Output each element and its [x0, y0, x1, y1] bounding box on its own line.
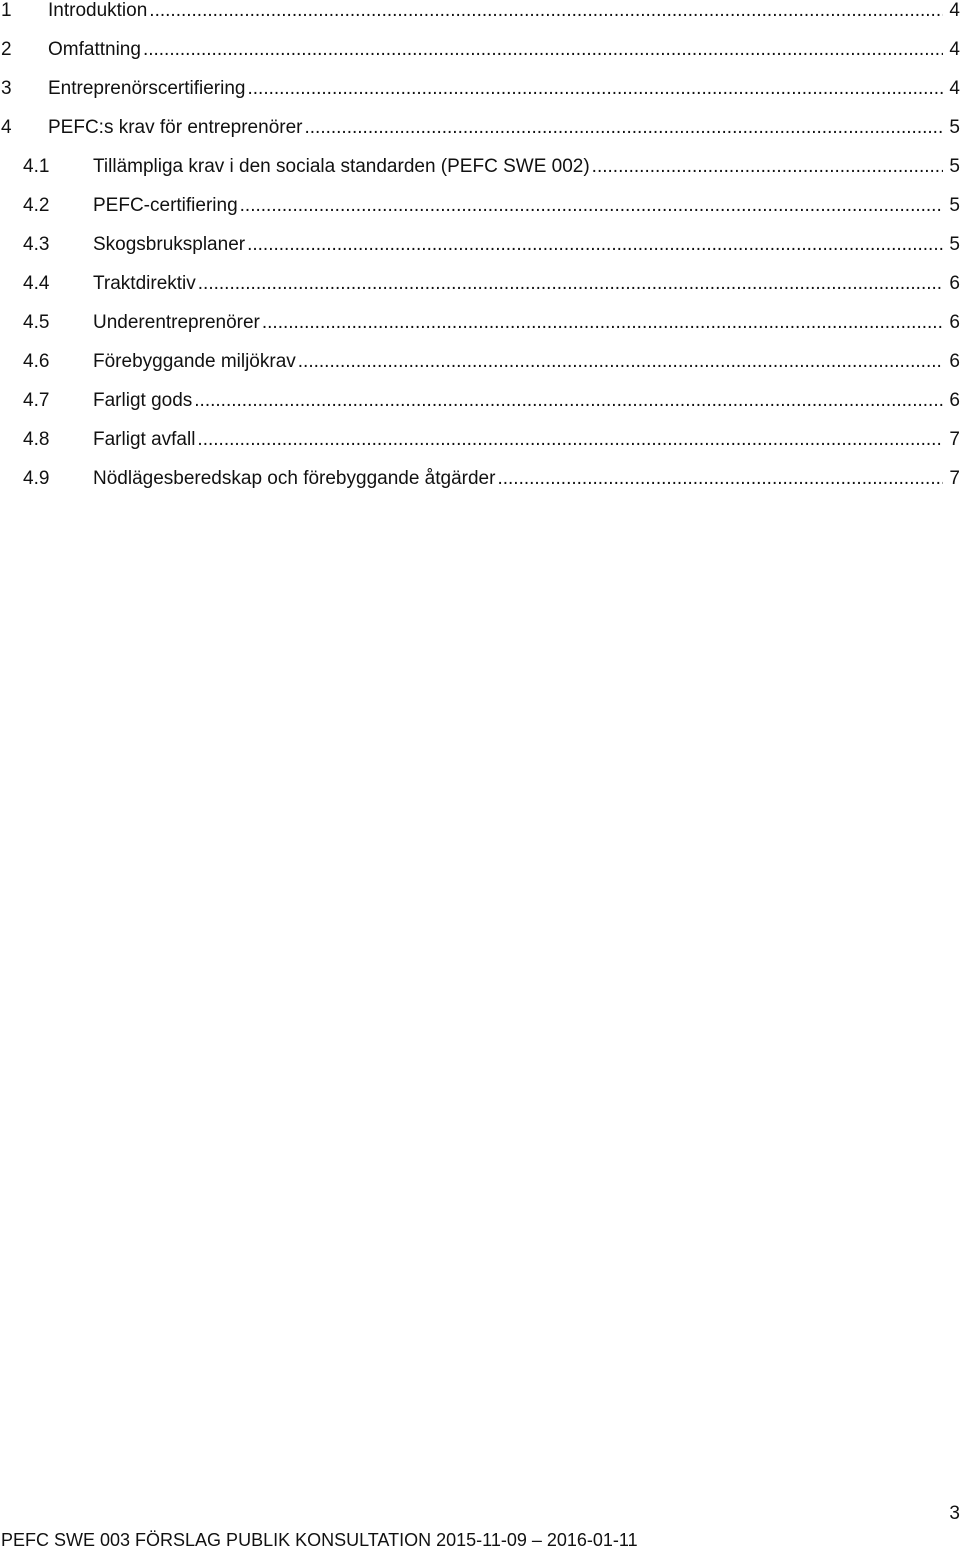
toc-entry-4-5[interactable] — [0, 312, 960, 351]
toc-entry-page: 5 — [949, 117, 960, 138]
toc-entry-4-2[interactable] — [0, 195, 960, 234]
toc-entry-title: Entreprenörscertifiering — [48, 78, 246, 99]
toc-dot-leader — [497, 468, 943, 490]
toc-entry-4-4[interactable] — [0, 273, 960, 312]
toc-entry-4[interactable] — [0, 117, 960, 156]
toc-entry-4-1[interactable] — [0, 156, 960, 195]
toc-entry-2[interactable] — [0, 39, 960, 78]
toc-entry-number: 4.9 — [23, 468, 50, 489]
toc-entry-page: 4 — [949, 0, 960, 21]
toc-dot-leader — [198, 273, 943, 295]
page-number: 3 — [949, 1503, 960, 1524]
toc-dot-leader — [298, 351, 943, 373]
toc-entry-number: 2 — [1, 39, 12, 60]
toc-entry-title: Omfattning — [48, 39, 141, 60]
toc-entry-page: 6 — [949, 390, 960, 411]
toc-dot-leader — [304, 117, 943, 139]
toc-dot-leader — [197, 429, 943, 451]
toc-entry-3[interactable] — [0, 78, 960, 117]
toc-entry-page: 5 — [949, 234, 960, 255]
toc-entry-page: 5 — [949, 156, 960, 177]
toc-dot-leader — [262, 312, 943, 334]
toc-entry-4-7[interactable] — [0, 390, 960, 429]
toc-entry-title: Farligt gods — [93, 390, 193, 411]
toc-dot-leader — [592, 156, 943, 178]
toc-entry-title: Traktdirektiv — [93, 273, 196, 294]
toc-entry-title: Introduktion — [48, 0, 148, 21]
toc-entry-title: Farligt avfall — [93, 429, 196, 450]
toc-entry-title: Förebyggande miljökrav — [93, 351, 296, 372]
page-footer: PEFC SWE 003 FÖRSLAG PUBLIK KONSULTATION 2015-11-09 – 2016-01-11 — [1, 1530, 638, 1550]
toc-entry-page: 4 — [949, 78, 960, 99]
toc-dot-leader — [194, 390, 943, 412]
toc-entry-number: 4.4 — [23, 273, 50, 294]
toc-entry-number: 4.1 — [23, 156, 50, 177]
toc-dot-leader — [240, 195, 943, 217]
toc-entry-title: PEFC-certifiering — [93, 195, 238, 216]
toc-entry-title: Nödlägesberedskap och förebyggande åtgärder — [93, 468, 496, 489]
toc-entry-page: 7 — [949, 429, 960, 450]
toc-entry-page: 6 — [949, 312, 960, 333]
toc-dot-leader — [143, 39, 943, 61]
toc-entry-number: 4.8 — [23, 429, 50, 450]
toc-entry-number: 4 — [1, 117, 12, 138]
toc-dot-leader — [247, 78, 943, 100]
toc-entry-number: 4.2 — [23, 195, 50, 216]
toc-entry-4-9[interactable] — [0, 468, 960, 507]
toc-entry-number: 4.6 — [23, 351, 50, 372]
toc-entry-title: PEFC:s krav för entreprenörer — [48, 117, 303, 138]
toc-entry-4-6[interactable] — [0, 351, 960, 390]
toc-entry-title: Skogsbruksplaner — [93, 234, 246, 255]
toc-entry-page: 5 — [949, 195, 960, 216]
toc-entry-page: 7 — [949, 468, 960, 489]
toc-entry-page: 6 — [949, 351, 960, 372]
toc-entry-number: 1 — [1, 0, 12, 21]
toc-entry-title: Underentreprenörer — [93, 312, 260, 333]
toc-entry-4-8[interactable] — [0, 429, 960, 468]
toc-entry-title: Tillämpliga krav i den sociala standarden (PEFC SWE 002) — [93, 156, 590, 177]
toc-entry-number: 4.7 — [23, 390, 50, 411]
toc-dot-leader — [247, 234, 943, 256]
toc-entry-4-3[interactable] — [0, 234, 960, 273]
toc-entry-number: 4.5 — [23, 312, 50, 333]
toc-entry-page: 4 — [949, 39, 960, 60]
toc-entry-number: 4.3 — [23, 234, 50, 255]
toc-entry-1[interactable] — [0, 0, 960, 39]
toc-dot-leader — [149, 0, 943, 22]
toc-entry-page: 6 — [949, 273, 960, 294]
toc-entry-number: 3 — [1, 78, 12, 99]
